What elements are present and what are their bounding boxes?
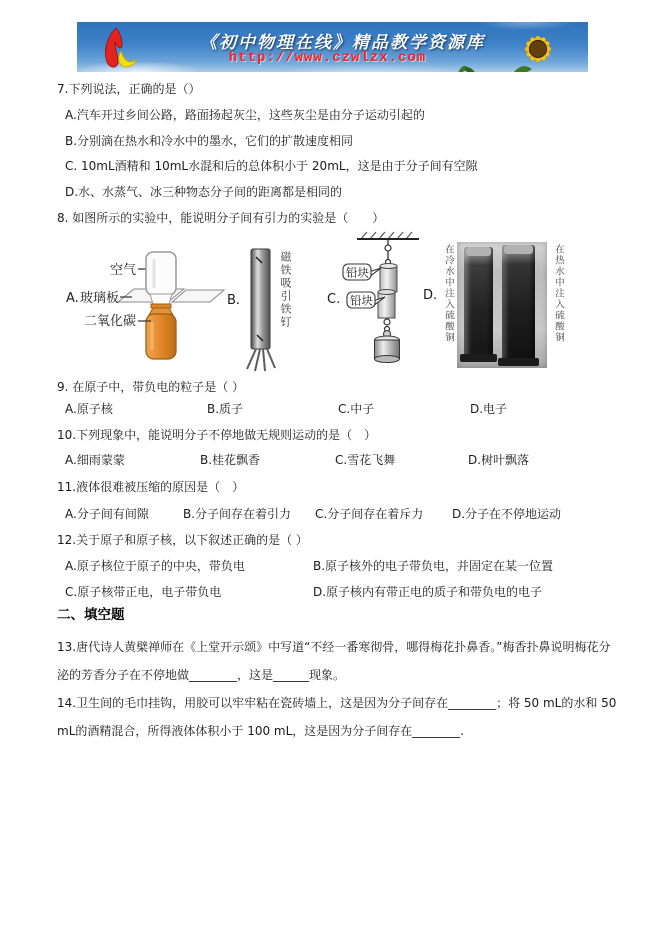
question-9-option-a: A.原子核 xyxy=(65,402,113,416)
figure-c-letter: C. xyxy=(327,292,341,307)
question-9-option-c: C.中子 xyxy=(338,402,375,416)
question-11-option-a: A.分子间有间隙 xyxy=(65,507,149,521)
question-12-option-d: D.原子核内有带正电的质子和带负电的电子 xyxy=(313,585,543,599)
question-12-option-b: B.原子核外的电子带负电，并固定在某一位置 xyxy=(313,559,554,573)
question-10-stem: 10.下列现象中，能说明分子不停地做无规则运动的是（ ） xyxy=(57,428,377,442)
banner-url: http://www.czwlzx.com xyxy=(228,50,427,66)
magnet-bar xyxy=(251,249,270,349)
question-14-line-1: 14.卫生间的毛巾挂钩，用胶可以牢牢粘在瓷砖墙上，这是因为分子间存在________；将 50 mL的水和 50 xyxy=(57,696,617,710)
lead-block-2 xyxy=(378,292,395,318)
lead-block-2-label: 铅块 xyxy=(350,293,373,308)
figure-d-copper-sulfate xyxy=(423,240,605,372)
ceiling-hatching xyxy=(361,232,412,239)
air-label: 空气 xyxy=(110,263,137,278)
question-11-option-d: D.分子在不停地运动 xyxy=(452,507,562,521)
lead-block-1 xyxy=(380,266,397,292)
question-14-line-2: mL的酒精混合，所得液体体积小于 100 mL，这是因为分子间存在________. xyxy=(57,724,465,738)
question-12-stem: 12.关于原子和原子核，以下叙述正确的是（ ） xyxy=(57,533,308,547)
question-10-option-b: B.桂花飘香 xyxy=(200,453,261,467)
question-13-line-2: 泌的芳香分子在不停地做________，这是______现象。 xyxy=(57,668,346,682)
iron-nails xyxy=(247,349,275,371)
question-7-option-a: A.汽车开过乡间公路，路面扬起灰尘，这些灰尘是由分子运动引起的 xyxy=(65,108,425,122)
air-bottle xyxy=(146,252,176,295)
lead-block-1-label: 铅块 xyxy=(346,265,369,280)
question-12-option-c: C.原子核带正电，电子带负电 xyxy=(65,585,222,599)
figure-b-letter: B. xyxy=(227,293,241,308)
plant-image xyxy=(454,55,480,72)
question-10-option-a: A.细雨蒙蒙 xyxy=(65,453,125,467)
figure-d-letter: D. xyxy=(423,288,438,303)
co2-label: 二氧化碳 xyxy=(84,314,137,329)
question-10-option-d: D.树叶飘落 xyxy=(468,453,530,467)
question-11-option-b: B.分子间存在着引力 xyxy=(183,507,292,521)
figure-b-magnet xyxy=(225,243,310,373)
co2-bottle-lip xyxy=(151,304,171,308)
banner-title: 《初中物理在线》精品教学资源库 xyxy=(200,33,485,53)
figure-c-lead-blocks xyxy=(317,226,438,381)
hot-water-cylinder xyxy=(502,245,535,365)
question-10-option-c: C.雪花飞舞 xyxy=(335,453,396,467)
question-13-line-1: 13.唐代诗人黄檗禅师在《上堂开示颂》中写道“不经一番寒彻骨，哪得梅花扑鼻香。”梅香扑鼻说明梅花分 xyxy=(57,640,611,654)
question-9-stem: 9. 在原子中，带负电的粒子是（ ） xyxy=(57,380,245,394)
site-banner xyxy=(77,22,588,72)
figure-d-photo xyxy=(457,242,547,368)
figure-b-caption: 磁铁吸引铁钉 xyxy=(279,251,292,329)
sunflower-image xyxy=(510,24,562,72)
question-12-option-a: A.原子核位于原子的中央，带负电 xyxy=(65,559,245,573)
question-9-option-d: D.电子 xyxy=(470,402,508,416)
cold-water-cylinder xyxy=(464,247,493,361)
figure-d-left-caption: 在冷水中注入硫酸铜 xyxy=(443,244,454,343)
question-8-stem: 8. 如图所示的实验中，能说明分子间有引力的实验是（ ） xyxy=(57,211,385,225)
question-7-stem: 7.下列说法，正确的是（） xyxy=(57,82,201,96)
question-7-option-d: D.水、水蒸气、冰三种物态分子间的距离都是相同的 xyxy=(65,185,343,199)
question-9-option-b: B.质子 xyxy=(207,402,244,416)
question-7-option-c: C. 10mL酒精和 10mL水混和后的总体积小于 20mL，这是由于分子间有空隙 xyxy=(65,159,478,173)
glass-plate-label: 玻璃板 xyxy=(80,291,120,306)
question-11-option-c: C.分子间存在着斥力 xyxy=(315,507,424,521)
question-7-option-b: B.分别滴在热水和冷水中的墨水，它们的扩散速度相同 xyxy=(65,134,354,148)
section-2-title: 二、填空题 xyxy=(57,607,125,623)
figure-a-letter: A. xyxy=(66,291,79,306)
figure-d-right-caption: 在热水中注入硫酸铜 xyxy=(553,244,564,343)
question-11-stem: 11.液体很难被压缩的原因是（ ） xyxy=(57,480,245,494)
